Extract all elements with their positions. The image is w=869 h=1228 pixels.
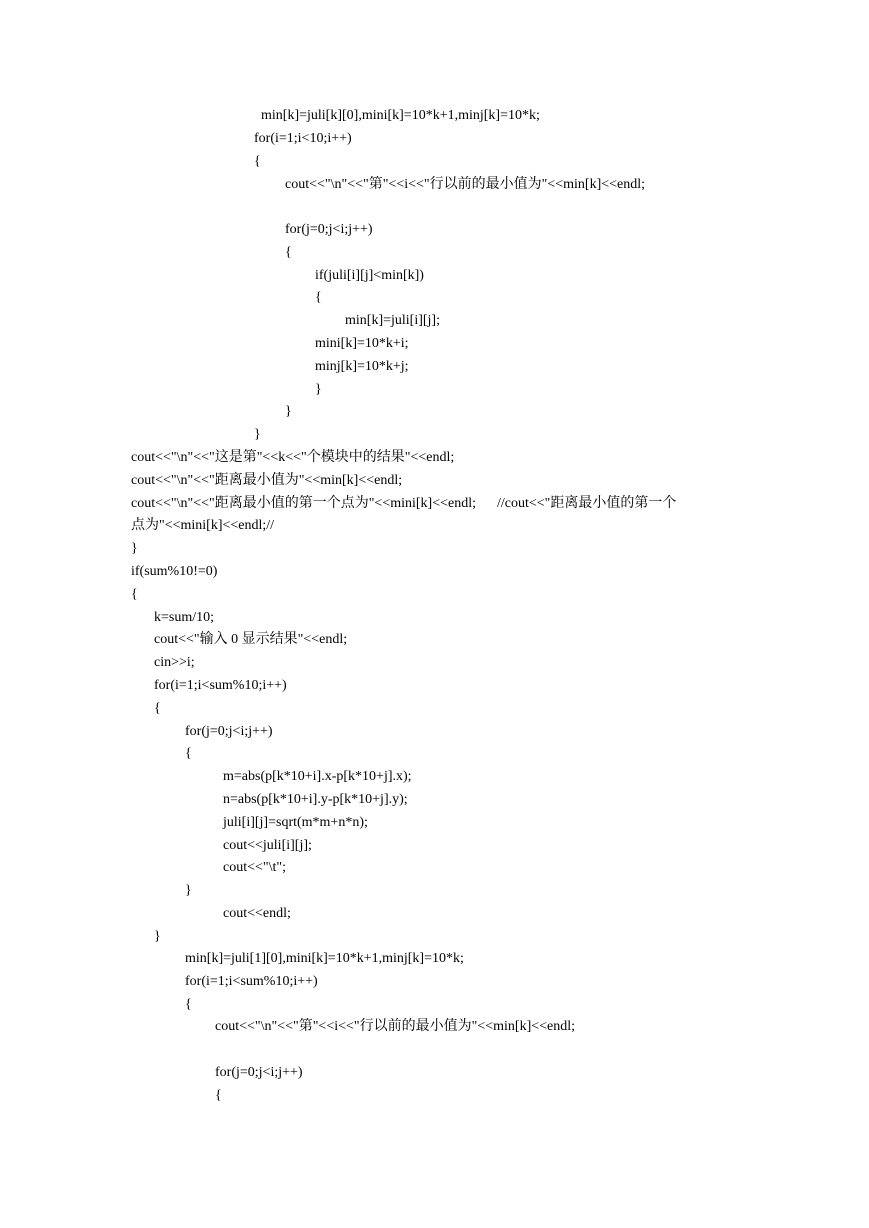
code-line: n=abs(p[k*10+i].y-p[k*10+j].y); bbox=[223, 792, 408, 807]
code-line: juli[i][j]=sqrt(m*m+n*n); bbox=[223, 815, 368, 830]
code-line: minj[k]=10*k+j; bbox=[315, 359, 409, 374]
code-line: } bbox=[254, 427, 261, 442]
code-line: cout<<"\n"<<"第"<<i<<"行以前的最小值为"<<min[k]<<endl; bbox=[215, 1019, 576, 1034]
code-line: cout<<"输入 0 显示结果"<<endl; bbox=[154, 632, 348, 647]
code-line: cout<<endl; bbox=[223, 906, 291, 921]
code-line: cout<<juli[i][j]; bbox=[223, 838, 312, 853]
code-line: } bbox=[131, 541, 138, 556]
code-line: cout<<"\t"; bbox=[223, 860, 286, 875]
code-line: cout<<"\n"<<"距离最小值的第一个点为"<<mini[k]<<endl; //cout<<"距离最小值的第一个 bbox=[131, 496, 677, 511]
code-line: cout<<"\n"<<"这是第"<<k<<"个模块中的结果"<<endl; bbox=[131, 450, 455, 465]
code-line: min[k]=juli[i][j]; bbox=[345, 313, 440, 328]
code-line: } bbox=[185, 883, 192, 898]
code-line: for(i=1;i<sum%10;i++) bbox=[185, 974, 318, 989]
code-line: { bbox=[315, 290, 322, 305]
code-line: if(juli[i][j]<min[k]) bbox=[315, 268, 424, 283]
code-line: m=abs(p[k*10+i].x-p[k*10+j].x); bbox=[223, 769, 412, 784]
code-line: { bbox=[154, 701, 161, 716]
code-line: for(i=1;i<10;i++) bbox=[254, 131, 352, 146]
code-line: k=sum/10; bbox=[154, 610, 215, 625]
code-line: { bbox=[215, 1088, 222, 1103]
code-line: for(j=0;j<i;j++) bbox=[285, 222, 373, 237]
code-line: for(j=0;j<i;j++) bbox=[215, 1065, 303, 1080]
code-line: } bbox=[285, 404, 292, 419]
code-line: min[k]=juli[k][0],mini[k]=10*k+1,minj[k]=10*k; bbox=[261, 108, 540, 123]
code-line: cout<<"\n"<<"距离最小值为"<<min[k]<<endl; bbox=[131, 473, 403, 488]
code-line: mini[k]=10*k+i; bbox=[315, 336, 409, 351]
code-line: if(sum%10!=0) bbox=[131, 564, 218, 579]
code-line: min[k]=juli[1][0],mini[k]=10*k+1,minj[k]=10*k; bbox=[185, 951, 464, 966]
code-line: } bbox=[154, 929, 161, 944]
code-line: { bbox=[185, 746, 192, 761]
code-line: cout<<"\n"<<"第"<<i<<"行以前的最小值为"<<min[k]<<endl; bbox=[285, 177, 646, 192]
code-line: { bbox=[285, 245, 292, 260]
code-line: cin>>i; bbox=[154, 655, 195, 670]
code-line: } bbox=[315, 382, 322, 397]
code-line: 点为"<<mini[k]<<endl;// bbox=[131, 518, 275, 533]
code-line: { bbox=[131, 587, 138, 602]
code-line: { bbox=[185, 997, 192, 1012]
code-line: for(i=1;i<sum%10;i++) bbox=[154, 678, 287, 693]
code-line: { bbox=[254, 154, 261, 169]
code-line: for(j=0;j<i;j++) bbox=[185, 724, 273, 739]
